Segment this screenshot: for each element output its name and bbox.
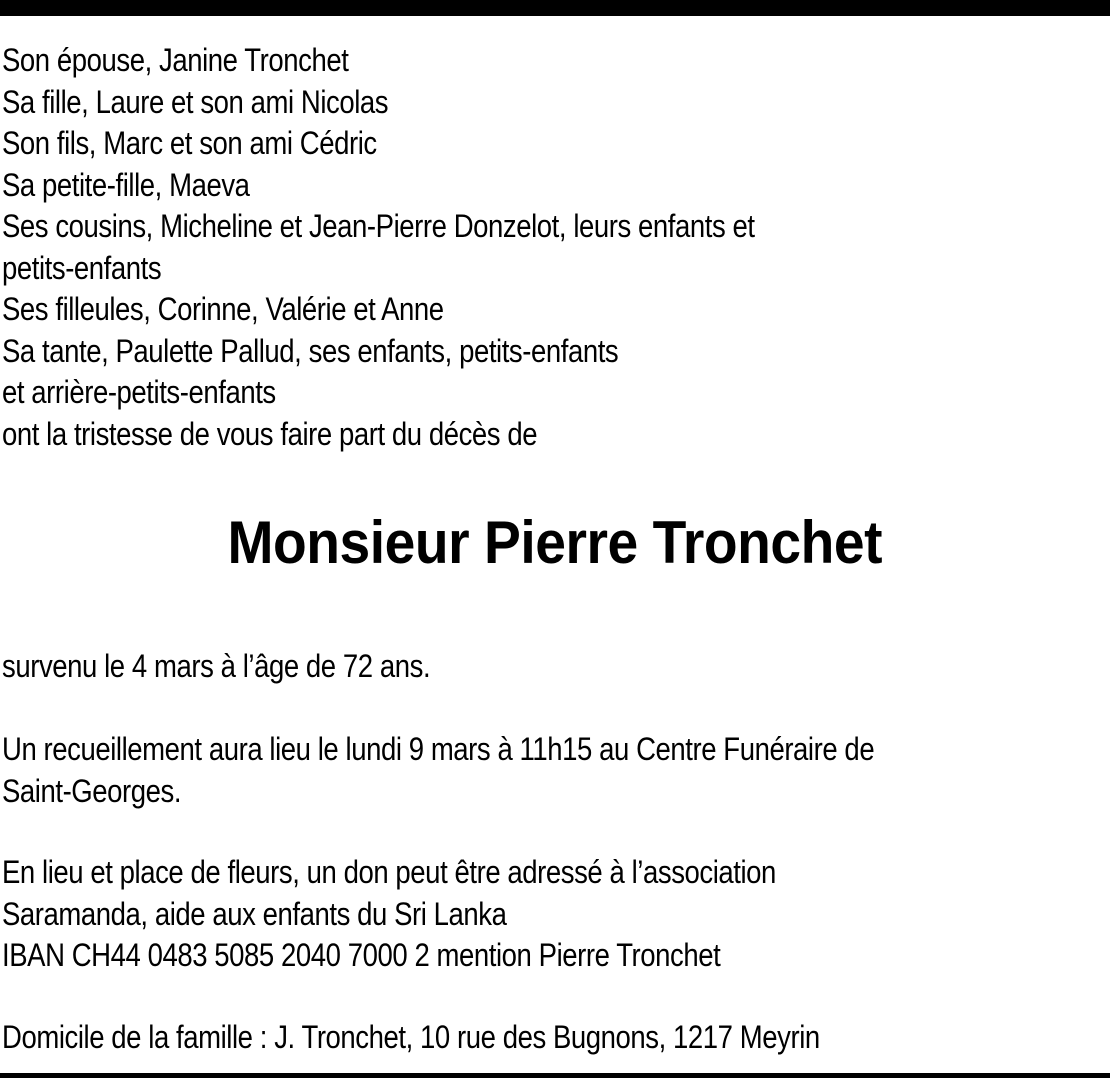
death-date-age: survenu le 4 mars à l’âge de 72 ans. [2, 648, 431, 684]
family-line-spouse: Son épouse, Janine Tronchet [2, 42, 349, 78]
family-line-granddaughter: Sa petite-fille, Maeva [2, 166, 250, 203]
donation-line-2: Saramanda, aide aux enfants du Sri Lanka [2, 895, 507, 932]
ceremony-details [2, 729, 874, 812]
donation-details [2, 852, 776, 977]
family-line-son: Son fils, Marc et son ami Cédric [2, 125, 377, 161]
deceased-name: Monsieur Pierre Tronchet [227, 509, 883, 576]
death-details [2, 646, 430, 688]
donation-iban: IBAN CH44 0483 5085 2040 7000 2 mention Pierre Tronchet [2, 937, 721, 973]
family-line-cousins: Ses cousins, Micheline et Jean-Pierre Donzelot, leurs enfants et [2, 208, 755, 244]
bottom-border-rule [0, 1073, 1110, 1078]
donation-line-1: En lieu et place de fleurs, un don peut être adressé à l’association [2, 854, 776, 890]
family-line-daughter: Sa fille, Laure et son ami Nicolas [2, 83, 389, 120]
family-line-aunt: Sa tante, Paulette Pallud, ses enfants, petits-enfants [2, 332, 619, 369]
announcement-intro: ont la tristesse de vous faire part du décès de [2, 415, 538, 452]
top-border-rule [0, 0, 1110, 16]
family-line-goddaughters: Ses filleules, Corinne, Valérie et Anne [2, 291, 444, 327]
family-address-text: Domicile de la famille : J. Tronchet, 10 rue des Bugnons, 1217 Meyrin [2, 1019, 820, 1055]
family-address [2, 1017, 820, 1059]
ceremony-line-2: Saint-Georges. [2, 772, 182, 809]
family-line-cousins-continued: petits-enfants [2, 249, 162, 286]
family-line-aunt-continued: et arrière-petits-enfants [2, 374, 276, 410]
ceremony-line-1: Un recueillement aura lieu le lundi 9 mars à 11h15 au Centre Funéraire de [2, 731, 875, 767]
deceased-name-heading [0, 508, 1110, 578]
family-announcement [2, 40, 755, 455]
